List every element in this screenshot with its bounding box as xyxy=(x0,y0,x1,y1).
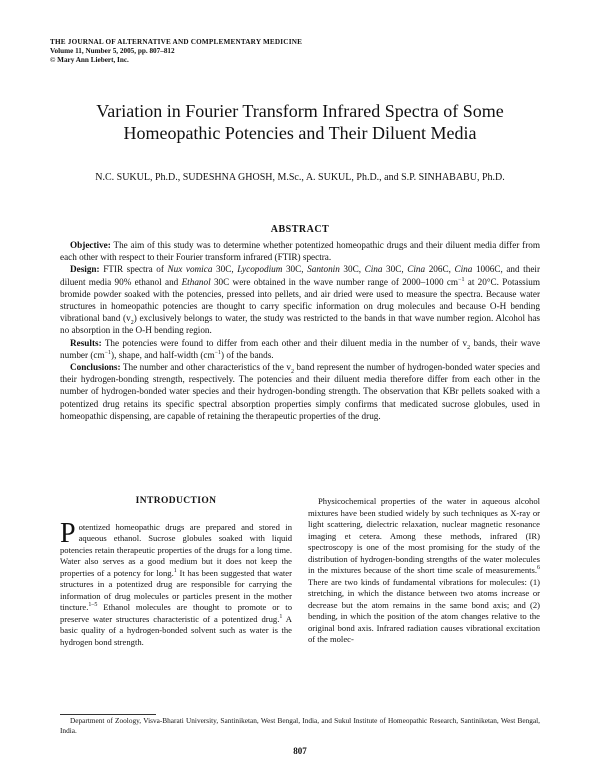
design-text: FTIR spectra of xyxy=(103,264,164,275)
citation[interactable]: 6 xyxy=(537,565,540,572)
potency: 30C, xyxy=(285,264,304,275)
abstract-heading: ABSTRACT xyxy=(270,224,330,235)
drug-name: Cina xyxy=(364,264,383,275)
intro-text: otentized homeopathic drugs are prepared and stored in aqueous ethanol. Sucrose globules soaked with liquid potencies retain therapeutic properties of the drugs for a long time. Water also serves as a good medium but it does not keep the properties of a potency for long. xyxy=(60,521,292,578)
affiliation-footnote: Department of Zoology, Visva-Bharati University, Santiniketan, West Bengal, India, and Sukul Institute of Homeopathic Research, Santiniketan, West Bengal, India. xyxy=(60,716,540,735)
journal-volume: Volume 11, Number 5, 2005, pp. 807–812 xyxy=(50,47,175,55)
journal-name: THE JOURNAL OF ALTERNATIVE AND COMPLEMENTARY MEDICINE xyxy=(50,38,303,46)
intro-text: It has been suggested that water structures in a potentized drug are responsible for carrying the information of drug molecules or particles present in the mother tincture. xyxy=(60,567,292,612)
potency: 30C, xyxy=(386,264,404,275)
potency: 206C, xyxy=(428,264,451,275)
right-column xyxy=(308,496,540,646)
drug-name: Santonin xyxy=(307,264,340,275)
drop-cap: P xyxy=(60,517,76,549)
design-text: 30C were obtained in the wave number range of 2000–1000 cm xyxy=(213,276,459,287)
superscript: −1 xyxy=(214,349,222,356)
conclusions-label: Conclusions: xyxy=(70,362,121,373)
footnote-divider xyxy=(60,714,156,715)
intro-text: A basic quality of a hydrogen-bonded solvent such as water is the hydrogen bond strength. xyxy=(60,613,292,647)
abstract-design xyxy=(60,263,540,336)
design-text: 1006C, and their diluent media 90% ethanol and xyxy=(60,264,541,287)
design-text: ) exclusively belongs to water, the study was restricted to the bands in that wave number region. Alcohol has no absorption in the O-H bending region. xyxy=(60,313,540,336)
drug-name: Nux vomica xyxy=(167,264,213,275)
drug-name: Cina xyxy=(407,264,426,275)
intro-paragraph-1 xyxy=(60,517,292,649)
journal-copyright: © Mary Ann Liebert, Inc. xyxy=(50,56,129,64)
potency: 30C, xyxy=(343,264,362,275)
abstract-body xyxy=(60,239,540,422)
journal-header xyxy=(50,38,302,65)
design-text: at 20°C. Potassium bromide powder soaked with the potencies, pressed into pellets, and air dried were used to measure the spectra. Because water structures in homeopathic potencies are thought to carry specific information on drug molecules and because O-H bending vibrational band (v xyxy=(60,276,541,324)
article-title xyxy=(60,100,540,144)
results-text: The potencies were found to differ from each other and their diluent media in the number of v xyxy=(104,337,468,348)
drug-name: Ethanol xyxy=(181,276,211,287)
intro-text: There are two kinds of fundamental vibrations for molecules: (1) stretching, in which the distance between two atoms increase or decrease but the atom remains in the same bond axis; and (2) bending, in which the position of the atom changes relative to the original bond axis. Infrared radiation causes vibrational excitation of the molec- xyxy=(308,576,540,644)
potency: 30C, xyxy=(216,264,234,275)
objective-text: The aim of this study was to determine whether potentized homeopathic drugs and their diluent media differ from each other with respect to their Fourier transform infrared (FTIR) spectra. xyxy=(60,240,540,263)
drug-name: Cina xyxy=(454,264,473,275)
abstract-results xyxy=(60,337,540,361)
superscript: −1 xyxy=(104,349,112,356)
title-line-2: Homeopathic Potencies and Their Diluent Media xyxy=(123,123,477,143)
subscript: 2 xyxy=(467,344,471,351)
results-text: bands, their wave number (cm xyxy=(60,337,541,360)
page-number: 807 xyxy=(293,746,307,756)
design-label: Design: xyxy=(70,264,100,275)
citation[interactable]: 1–5 xyxy=(88,602,98,609)
intro-text: Physicochemical properties of the water in aqueous alcohol mixtures have been studied widely by such techniques as X-ray or light scattering, dielectric relaxation, nuclear magnetic resonance imaging et cetera. Among these methods, infrared (IR) spectroscopy is one of the most promising for the study of the distribution of hydrogen-bonding strengths of the water molecules in the mixtures because of the short time scale of measurements. xyxy=(308,496,540,575)
conclusions-text: band represent the number of hydrogen-bonded water species and their hydrogen-bonding strength, respectively. The potencies and their diluent media therefore differ from each other in the number of hydrogen-bonded water species and their hydrogen-bonding strength. The observation that KBr pellets soaked with a potentized drug retains its specific spectral absorption properties simply confirms that medicated sucrose globules, used in homeopathic dispensing, are capable of retaining the therapeutic properties of the drug. xyxy=(60,362,540,421)
abstract-conclusions xyxy=(60,361,540,422)
results-text: ), shape, and half-width (cm xyxy=(111,349,215,360)
abstract-objective xyxy=(60,239,540,263)
title-line-1: Variation in Fourier Transform Infrared Spectra of Some xyxy=(96,101,504,121)
objective-label: Objective: xyxy=(70,240,111,250)
citation[interactable]: 1 xyxy=(173,567,177,574)
results-text: ) of the bands. xyxy=(221,349,274,360)
subscript: 2 xyxy=(290,368,294,375)
left-column xyxy=(60,496,292,648)
author-list: N.C. SUKUL, Ph.D., SUDESHNA GHOSH, M.Sc., A. SUKUL, Ph.D., and S.P. SINHABABU, Ph.D. xyxy=(95,172,505,183)
intro-text: Ethanol molecules are thought to promote or to preserve water structures characteristic of a potentized drug. xyxy=(60,602,292,624)
results-label: Results: xyxy=(70,337,102,348)
subscript: 2 xyxy=(130,320,134,327)
drug-name: Lycopodium xyxy=(237,264,283,275)
citation[interactable]: 1 xyxy=(279,613,283,620)
superscript: −1 xyxy=(458,276,465,283)
intro-paragraph-2 xyxy=(308,496,540,646)
conclusions-text: The number and other characteristics of the v xyxy=(122,362,291,373)
introduction-heading: INTRODUCTION xyxy=(135,496,217,506)
